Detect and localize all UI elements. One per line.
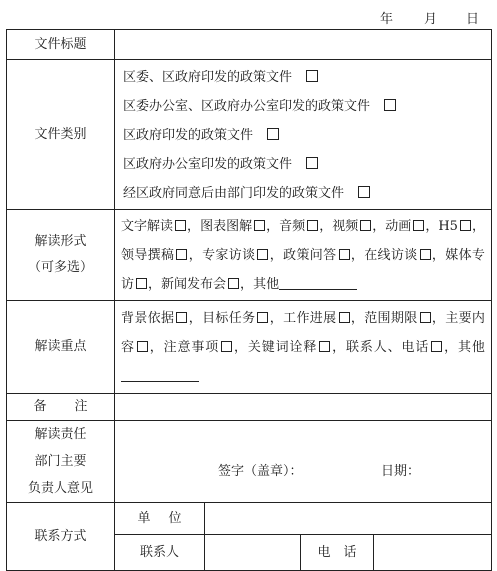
checkbox[interactable]	[413, 220, 424, 231]
phone-label: 电 话	[301, 535, 374, 571]
category-option[interactable]: 区委、区政府印发的政策文件	[115, 63, 491, 92]
form-option[interactable]: 领导撰稿 ，	[121, 247, 203, 263]
opinion-field[interactable]	[115, 421, 492, 503]
checkbox[interactable]	[175, 220, 186, 231]
checkbox[interactable]	[228, 278, 239, 289]
form-label: 解读形式 （可多选）	[7, 210, 115, 301]
focus-option[interactable]: 关键词诠释 ，	[247, 339, 346, 355]
category-options	[115, 60, 492, 210]
checkbox[interactable]	[267, 128, 279, 140]
checkbox[interactable]	[257, 312, 268, 323]
form-other: 其他	[253, 277, 357, 292]
unit-field[interactable]	[205, 503, 492, 535]
focus-option[interactable]: 背景依据 ，	[121, 310, 203, 326]
checkbox[interactable]	[136, 278, 147, 289]
checkbox[interactable]	[176, 249, 187, 260]
focus-option[interactable]: 电话 ，	[401, 339, 458, 355]
category-option[interactable]: 区政府印发的政策文件	[115, 121, 491, 150]
form-option[interactable]: 动画 ，	[385, 218, 439, 234]
other-fill-line[interactable]	[121, 369, 199, 382]
remark-row	[7, 394, 492, 421]
focus-option[interactable]: 工作进展 ，	[283, 310, 365, 326]
other-fill-line[interactable]	[279, 277, 357, 290]
opinion-row	[7, 421, 492, 503]
focus-other: 其他	[121, 340, 485, 384]
checkbox[interactable]	[460, 220, 471, 231]
month-label: 月	[424, 12, 438, 27]
form-option[interactable]: 音频 ，	[279, 218, 333, 234]
focus-option[interactable]: 主要内容 ，	[121, 310, 485, 355]
year-label: 年	[380, 12, 394, 27]
form-option[interactable]: 媒体专访 ，	[121, 247, 485, 292]
remark-field[interactable]	[115, 394, 492, 421]
focus-option[interactable]: 目标任务 ，	[202, 310, 284, 326]
checkbox[interactable]	[319, 341, 330, 352]
contact-unit-row	[7, 503, 492, 535]
focus-label: 解读重点	[7, 301, 115, 394]
form-row	[7, 210, 492, 301]
remark-label: 备 注	[7, 394, 115, 421]
form-option[interactable]: 政策问答 ，	[283, 247, 365, 263]
form-option[interactable]: 文字解读 ，	[121, 218, 201, 234]
form-option[interactable]: H5 ，	[438, 218, 485, 234]
checkbox[interactable]	[221, 341, 232, 352]
checkbox[interactable]	[306, 70, 318, 82]
form-option[interactable]: 视频 ，	[332, 218, 386, 234]
checkbox[interactable]	[420, 312, 431, 323]
checkbox[interactable]	[358, 186, 370, 198]
day-label: 日	[466, 12, 480, 27]
category-row	[7, 60, 492, 210]
contact-person-field[interactable]	[205, 535, 301, 571]
policy-interpretation-form	[6, 29, 492, 571]
checkbox[interactable]	[360, 220, 371, 231]
checkbox[interactable]	[257, 249, 268, 260]
category-label: 文件类别	[7, 60, 115, 210]
signature-label: 签字（盖章）：	[218, 464, 303, 479]
checkbox[interactable]	[339, 312, 350, 323]
title-field[interactable]	[115, 30, 492, 60]
checkbox[interactable]	[176, 312, 187, 323]
focus-option[interactable]: 联系人、	[346, 339, 402, 355]
category-option[interactable]: 区委办公室、区政府办公室印发的政策文件	[115, 92, 491, 121]
form-option[interactable]: 图表图解 ，	[200, 218, 280, 234]
focus-option[interactable]: 注意事项 ，	[163, 339, 248, 355]
opinion-date-label: 日期：	[381, 464, 421, 479]
title-label: 文件标题	[7, 30, 115, 60]
focus-option[interactable]: 范围期限 ，	[364, 310, 446, 326]
category-option[interactable]: 区政府办公室印发的政策文件	[115, 150, 491, 179]
contact-label: 联系方式	[7, 503, 115, 571]
category-option[interactable]: 经区政府同意后由部门印发的政策文件	[115, 179, 491, 208]
contact-person-label: 联系人	[115, 535, 205, 571]
checkbox[interactable]	[420, 249, 431, 260]
date-line	[0, 6, 497, 28]
checkbox[interactable]	[307, 220, 318, 231]
form-option[interactable]: 在线访谈 ，	[364, 247, 446, 263]
form-options	[115, 210, 492, 301]
checkbox[interactable]	[254, 220, 265, 231]
checkbox[interactable]	[431, 341, 442, 352]
opinion-label: 解读责任 部门主要 负责人意见	[7, 421, 115, 503]
checkbox[interactable]	[137, 341, 148, 352]
focus-row	[7, 301, 492, 394]
phone-field[interactable]	[374, 535, 492, 571]
form-option[interactable]: 专家访谈 ，	[202, 247, 284, 263]
checkbox[interactable]	[384, 99, 396, 111]
unit-label: 单 位	[115, 503, 205, 535]
form-option[interactable]: 新闻发布会 ，	[161, 276, 254, 292]
checkbox[interactable]	[306, 157, 318, 169]
focus-options	[115, 301, 492, 394]
title-row	[7, 30, 492, 60]
checkbox[interactable]	[339, 249, 350, 260]
